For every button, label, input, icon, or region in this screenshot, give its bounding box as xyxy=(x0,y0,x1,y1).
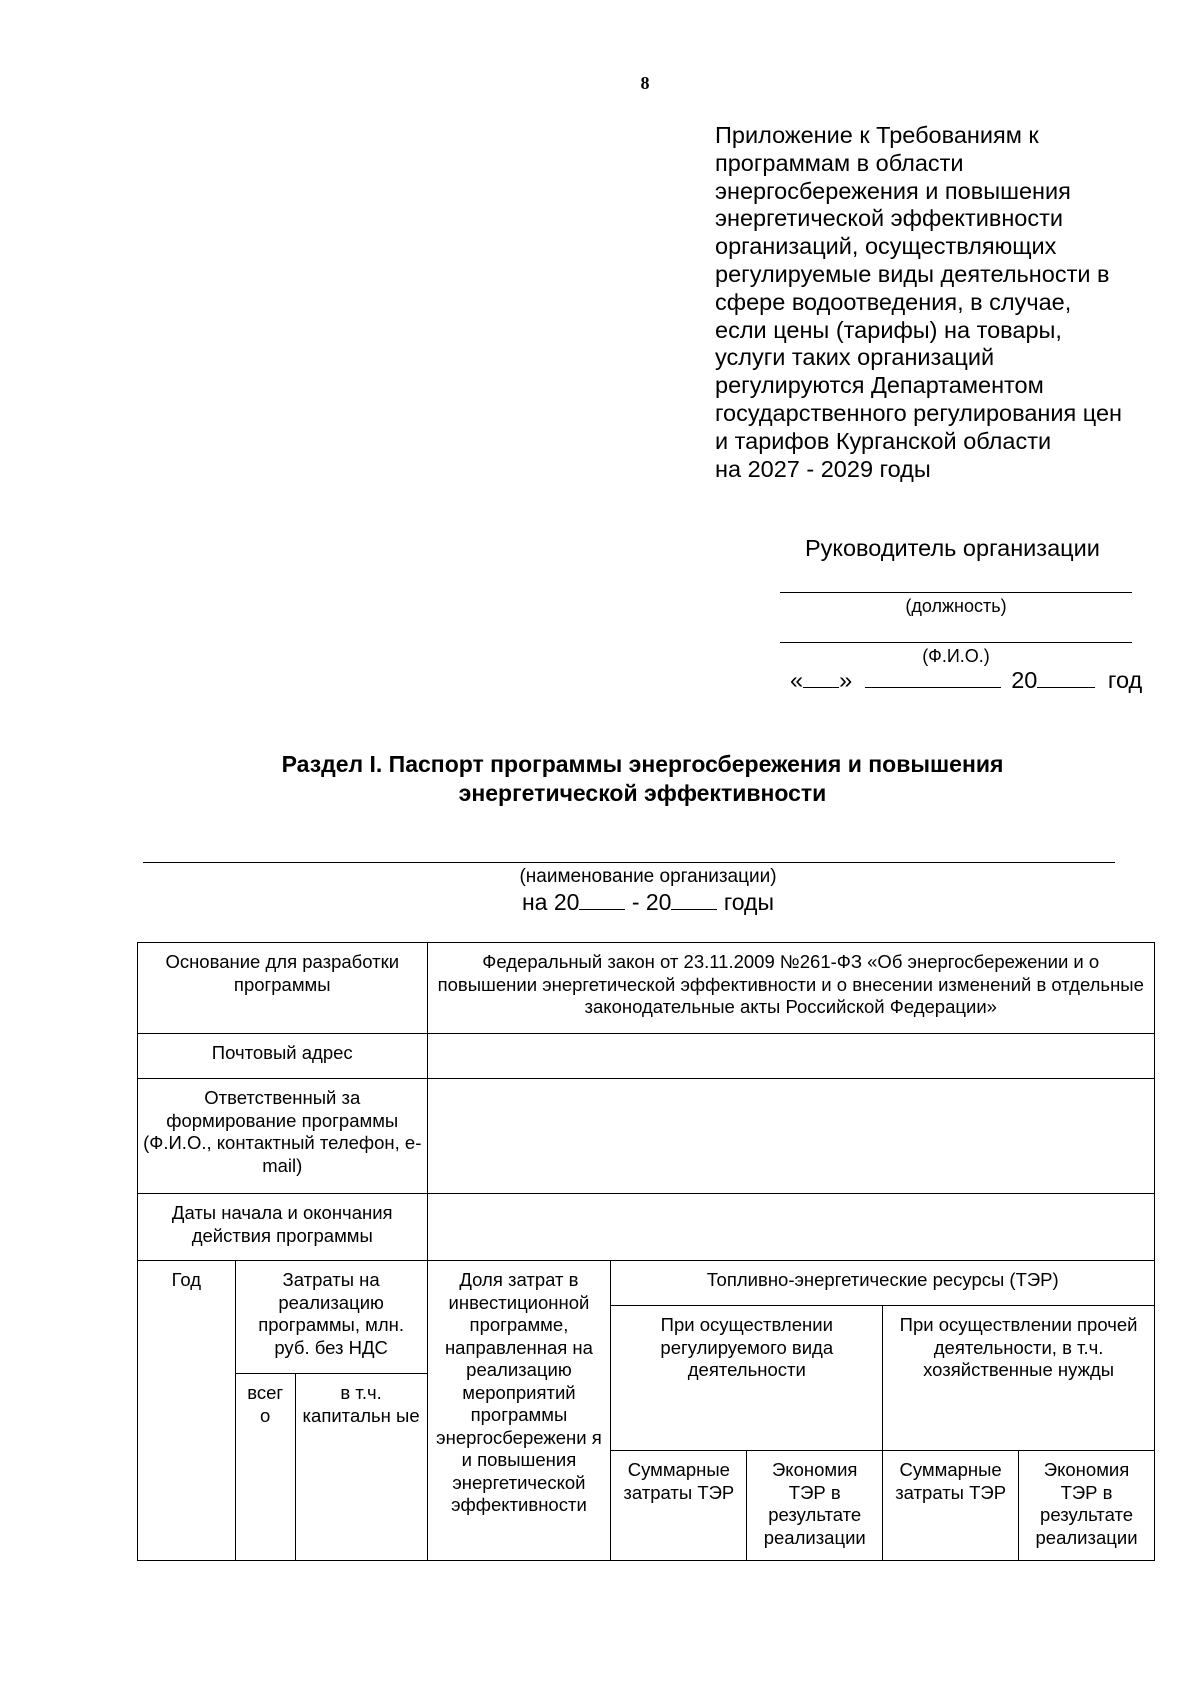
appendix-line: услуги таких организаций xyxy=(715,344,995,371)
appendix-note xyxy=(715,122,1175,483)
header-ter-total-costs: Суммарные затраты ТЭР xyxy=(611,1451,747,1561)
name-line xyxy=(780,642,1132,643)
header-ter-savings: Экономия ТЭР в результате реализации xyxy=(747,1451,883,1561)
appendix-line: энергосбережения и повышения xyxy=(715,177,1071,204)
organization-name-line xyxy=(143,862,1115,863)
year-prefix: 20 xyxy=(1011,667,1038,693)
program-period xyxy=(143,889,1153,916)
header-year: Год xyxy=(138,1261,236,1561)
row-value xyxy=(427,1079,1155,1194)
row-value xyxy=(427,1194,1155,1261)
appendix-line: регулируемые виды деятельности в xyxy=(715,260,1110,287)
row-label: Ответственный за формирование программы (Ф.И.О., контактный телефон, e-mail) xyxy=(138,1079,428,1194)
header-ter: Топливно-энергетические ресурсы (ТЭР) xyxy=(611,1261,1155,1306)
appendix-line: энергетической эффективности xyxy=(715,205,1064,232)
table-row xyxy=(138,1034,1155,1079)
header-ter-other: При осуществлении прочей деятельности, в т.ч. хозяйственные нужды xyxy=(883,1306,1155,1451)
section-title-line: энергетической эффективности xyxy=(458,780,827,806)
year-word: год xyxy=(1107,667,1143,693)
row-label: Основание для разработки программы xyxy=(138,943,428,1034)
appendix-line: и тарифов Курганской области xyxy=(715,427,1052,454)
header-costs: Затраты на реализацию программы, млн. руб. без НДС xyxy=(235,1261,427,1374)
header-costs-capital: в т.ч. капитальн ые xyxy=(295,1374,427,1561)
table-row xyxy=(138,1194,1155,1261)
row-value: Федеральный закон от 23.11.2009 №261-ФЗ «Об энергосбережении и о повышении энергетической эффективности и о внесении изменений в отдельные законодательные акты Российской Федерации» xyxy=(427,943,1155,1034)
approval-title: Руководитель организации xyxy=(805,535,1100,561)
table-row xyxy=(138,1079,1155,1194)
section-title xyxy=(60,750,1200,808)
row-label: Даты начала и окончания действия программы xyxy=(138,1194,428,1261)
date-close-quote: » xyxy=(839,667,853,693)
period-start-blank xyxy=(579,889,625,910)
appendix-line: на 2027 - 2029 годы xyxy=(715,455,931,482)
page-number: 8 xyxy=(640,73,650,93)
section-title-line: Раздел I. Паспорт программы энергосбережения и повышения xyxy=(281,751,1004,777)
period-end-blank xyxy=(671,889,717,910)
row-value xyxy=(427,1034,1155,1079)
period-separator: - 20 xyxy=(625,889,672,915)
header-costs-total: всег о xyxy=(235,1374,295,1561)
period-suffix: годы xyxy=(717,889,774,915)
table-row xyxy=(138,943,1155,1034)
period-prefix: на 20 xyxy=(521,889,580,915)
organization-caption: (наименование организации) xyxy=(519,866,777,887)
appendix-line: Приложение к Требованиям к xyxy=(715,122,1039,148)
header-ter-total-costs: Суммарные затраты ТЭР xyxy=(883,1451,1019,1561)
appendix-line: государственного регулирования цен xyxy=(715,399,1122,426)
table-header-row xyxy=(138,1261,1155,1306)
name-caption: (Ф.И.О.) xyxy=(922,646,990,666)
position-line xyxy=(780,592,1132,593)
month-blank xyxy=(865,667,1001,688)
day-blank xyxy=(803,667,839,688)
position-caption: (должность) xyxy=(905,596,1007,616)
appendix-line: сфере водоотведения, в случае, xyxy=(715,288,1072,315)
row-label: Почтовый адрес xyxy=(138,1034,428,1079)
approval-date xyxy=(790,667,1142,694)
appendix-line: регулируются Департаментом xyxy=(715,372,1044,399)
appendix-line: если цены (тарифы) на товары, xyxy=(715,316,1062,343)
passport-table xyxy=(137,942,1155,1561)
appendix-line: организаций, осуществляющих xyxy=(715,233,1057,260)
date-open-quote: « xyxy=(790,667,804,693)
appendix-line: программам в области xyxy=(715,149,964,176)
year-blank xyxy=(1037,667,1095,688)
header-ter-savings: Экономия ТЭР в результате реализации xyxy=(1019,1451,1155,1561)
header-share: Доля затрат в инвестиционной программе, направленная на реализацию мероприятий программы энергосбережени я и повышения энергетической эффективности xyxy=(427,1261,611,1561)
header-ter-regulated: При осуществлении регулируемого вида деятельности xyxy=(611,1306,883,1451)
